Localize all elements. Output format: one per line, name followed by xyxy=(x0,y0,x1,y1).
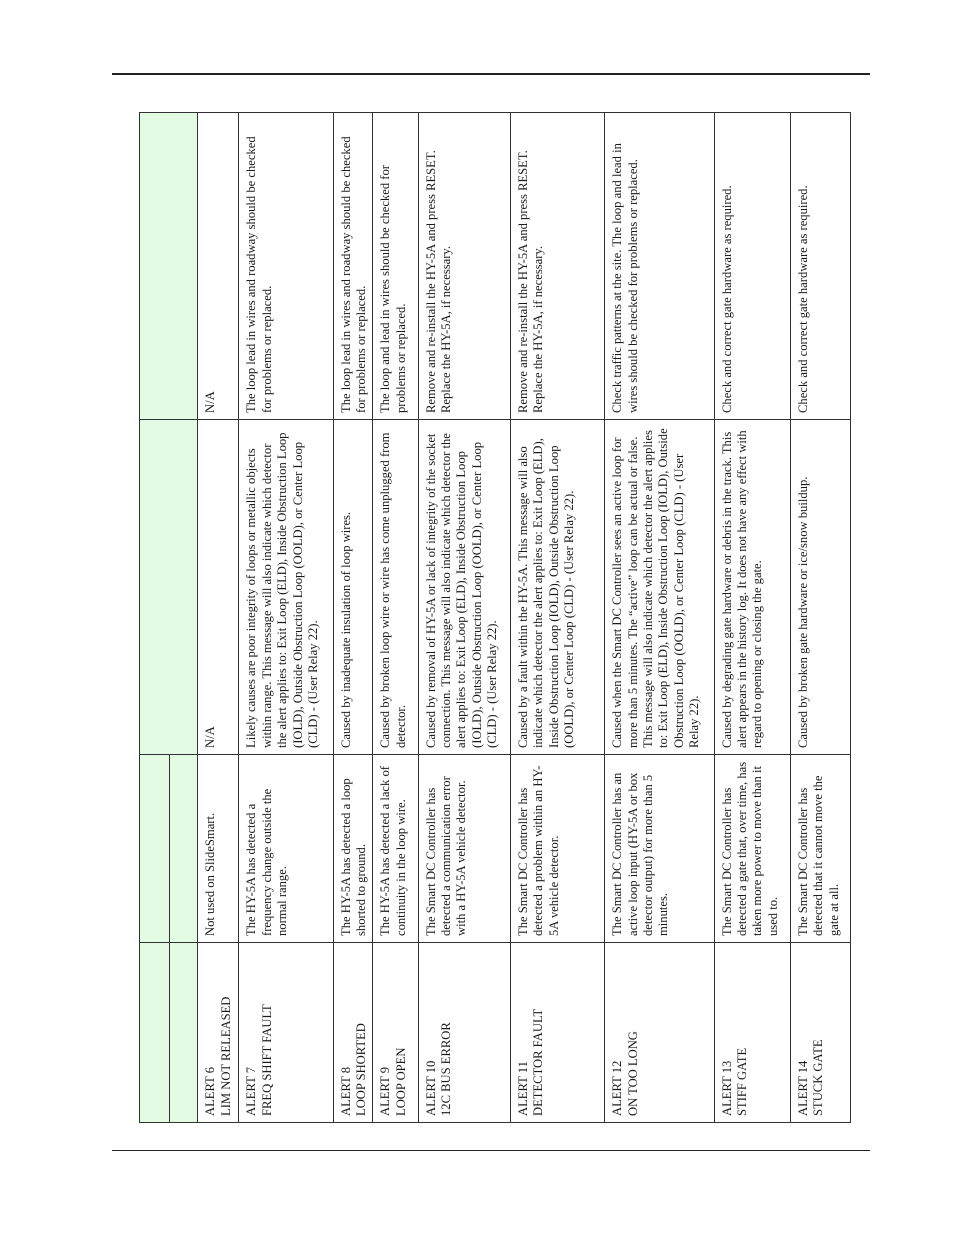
action-cell: The loop lead in wires and roadway should be checked for problems or replaced. xyxy=(239,113,333,420)
description-cell: The HY-5A has detected a loop shorted to ground. xyxy=(333,755,373,943)
description-cell: Not used on SlideSmart. xyxy=(198,755,239,943)
description-cell: The HY-5A has detected a lack of continuity in the loop wire. xyxy=(373,755,418,943)
description-cell: The Smart DC Controller has detected a gate that, over time, has taken more power to move than it used to. xyxy=(714,755,790,943)
action-cell: Check and correct gate hardware as required. xyxy=(714,113,790,420)
alert-table xyxy=(139,113,851,1123)
table-row xyxy=(605,113,714,1123)
alert-cell: ALERT 8 LOOP SHORTED xyxy=(333,943,373,1123)
table-row xyxy=(333,113,373,1123)
alert-cell: ALERT 10 12C BUS ERROR xyxy=(418,943,510,1123)
header-cell-alert xyxy=(140,943,170,1123)
alert-cell: ALERT 7 FREQ SHIFT FAULT xyxy=(239,943,333,1123)
action-cell: Remove and re-install the HY-5A and press RESET. Replace the HY-5A, if necessary. xyxy=(418,113,510,420)
action-cell: Remove and re-install the HY-5A and press RESET. Replace the HY-5A, if necessary. xyxy=(510,113,604,420)
description-cell: The Smart DC Controller has an active loop input (HY-5A or box detector output) for more than 5 minutes. xyxy=(605,755,714,943)
header-cell-action xyxy=(140,113,198,420)
cause-cell: Caused by broken loop wire or wire has come unplugged from detector. xyxy=(373,420,418,755)
cause-cell: Caused by inadequate insulation of loop wires. xyxy=(333,420,373,755)
table-row xyxy=(198,113,239,1123)
alert-cell: ALERT 9 LOOP OPEN xyxy=(373,943,418,1123)
action-cell: The loop and lead in wires should be checked for problems or replaced. xyxy=(373,113,418,420)
action-cell: The loop lead in wires and roadway should be checked for problems or replaced. xyxy=(333,113,373,420)
table-row xyxy=(510,113,604,1123)
action-cell: Check traffic patterns at the site. The loop and lead in wires should be checked for problems or replaced. xyxy=(605,113,714,420)
cause-cell: Likely causes are poor integrity of loops or metallic objects within range. This message will also indicate which detector the alert applies to: Exit Loop (ELD), Inside Obstruction Loop (IOLD), Outside Obstruction Loop (OOLD), or Center Loop (CLD) - (User Relay 22). xyxy=(239,420,333,755)
cause-cell: Caused by degrading gate hardware or debris in the track. This alert appears in the history log. It does not have any effect with regard to opening or closing the gate. xyxy=(714,420,790,755)
alert-cell: ALERT 14 STUCK GATE xyxy=(790,943,850,1123)
alert-cell: ALERT 13 STIFF GATE xyxy=(714,943,790,1123)
cause-cell: Caused by a fault within the HY-5A. This message will also indicate which detector the alert applies to: Exit Loop (ELD), Inside Obstruction Loop (IOLD), Outside Obstruction Loop (OOLD), or Center Loop (CLD) - (User Relay 22). xyxy=(510,420,604,755)
description-cell: The Smart DC Controller has detected a communication error with a HY-5A vehicle detector. xyxy=(418,755,510,943)
action-cell: Check and correct gate hardware as required. xyxy=(790,113,850,420)
header-subcell-description xyxy=(170,755,198,943)
cause-cell: Caused by broken gate hardware or ice/snow buildup. xyxy=(790,420,850,755)
header-rule xyxy=(112,73,870,75)
header-subcell-alert xyxy=(170,943,198,1123)
table-row xyxy=(418,113,510,1123)
cause-cell: Caused by removal of HY-5A or lack of integrity of the socket connection. This message will also indicate which detector the alert applies to: Exit Loop (ELD), Inside Obstruction Loop (IOLD), Outside Obstruction Loop (OOLD), or Center Loop (CLD) - (User Relay 22). xyxy=(418,420,510,755)
header-cell-description xyxy=(140,755,170,943)
table-row xyxy=(373,113,418,1123)
description-cell: The Smart DC Controller has detected that it cannot move the gate at all. xyxy=(790,755,850,943)
cause-cell: Caused when the Smart DC Controller sees an active loop for more than 5 minutes. The “active” loop can be actual or false. This message will also indicate which detector the alert applies to: Exit Loop (ELD), Inside Obstruction Loop (IOLD), Outside Obstruction Loop (OOLD), or Center Loop (CLD) - (User Relay 22). xyxy=(605,420,714,755)
description-cell: The HY-5A has detected a frequency change outside the normal range. xyxy=(239,755,333,943)
cause-cell: N/A xyxy=(198,420,239,755)
alert-cell: ALERT 6 LIM NOT RELEASED xyxy=(198,943,239,1123)
footer-rule xyxy=(112,1150,870,1151)
action-cell: N/A xyxy=(198,113,239,420)
alert-cell: ALERT 12 ON TOO LONG xyxy=(605,943,714,1123)
description-cell: The Smart DC Controller has detected a problem within an HY-5A vehicle detector. xyxy=(510,755,604,943)
header-cell-cause xyxy=(140,420,198,755)
alert-cell: ALERT 11 DETECTOR FAULT xyxy=(510,943,604,1123)
table-row xyxy=(239,113,333,1123)
table-row xyxy=(790,113,850,1123)
table-row xyxy=(714,113,790,1123)
